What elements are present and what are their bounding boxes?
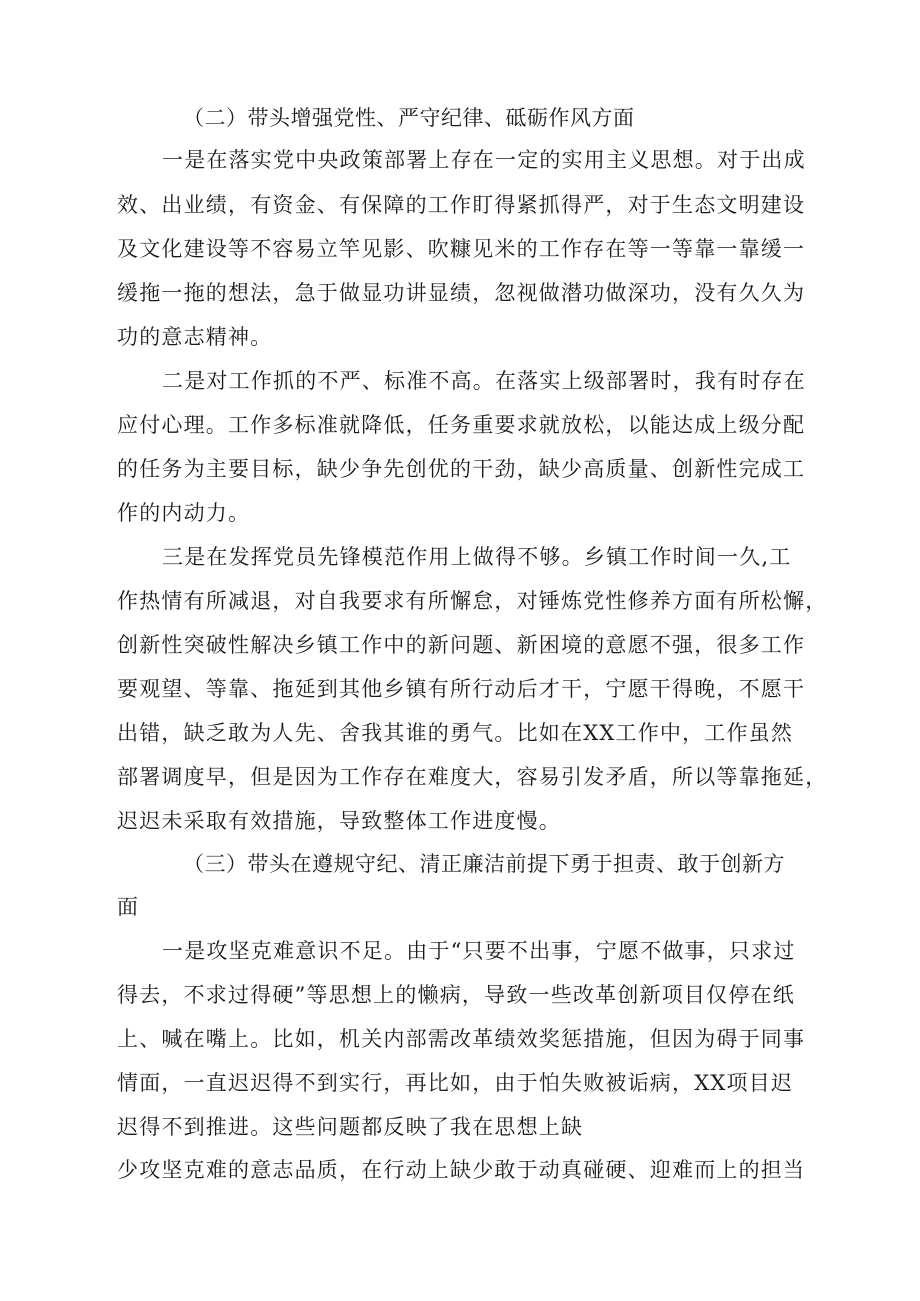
paragraph-line: 一是在落实党中央政策部署上存在一定的实用主义思想。对于出成 bbox=[162, 148, 806, 172]
paragraph-line: 的任务为主要目标，缺少争先创优的干劲，缺少高质量、创新性完成工 bbox=[117, 457, 806, 481]
paragraph-line: 应付心理。工作多标准就降低，任务重要求就放松，以能达成上级分配 bbox=[117, 413, 806, 437]
paragraph-line: 及文化建设等不容易立竿见影、吹糠见米的工作存在等一等靠一靠缓一 bbox=[117, 237, 806, 261]
section-heading-2: （二）带头增强党性、严守纪律、砥砺作风方面 bbox=[183, 106, 635, 130]
paragraph-line: 要观望、等靠、拖延到其他乡镇有所行动后才干，宁愿干得晚，不愿干 bbox=[117, 677, 806, 701]
paragraph-line: 效、出业绩，有资金、有保障的工作盯得紧抓得严，对于生态文明建设 bbox=[117, 193, 806, 217]
paragraph-line: 作热情有所减退，对自我要求有所懈怠，对锤炼党性修养方面有所松懈， bbox=[117, 589, 828, 613]
paragraph-line: 缓拖一拖的想法，急于做显功讲显绩，忽视做潜功做深功，没有久久为 bbox=[117, 281, 806, 305]
paragraph-line: 迟得不到推进。这些问题都反映了我在思想上缺 bbox=[117, 1115, 584, 1139]
paragraph-line: 部署调度早，但是因为工作存在难度大，容易引发矛盾，所以等靠拖延， bbox=[117, 765, 828, 789]
paragraph-line: 出错，缺乏敢为人先、舍我其谁的勇气。比如在XX工作中，工作虽然 bbox=[117, 721, 794, 745]
paragraph-line: 二是对工作抓的不严、标准不高。在落实上级部署时，我有时存在 bbox=[162, 369, 806, 393]
paragraph-line: 情面，一直迟迟得不到实行，再比如，由于怕失败被诟病，XX项目迟 bbox=[117, 1071, 794, 1095]
section-heading-3: （三）带头在遵规守纪、清正廉洁前提下勇于担责、敢于创新方 bbox=[183, 852, 785, 876]
paragraph-line: 少攻坚克难的意志品质，在行动上缺少敢于动真碰硬、迎难而上的担当 bbox=[117, 1158, 806, 1182]
paragraph-line: 三是在发挥党员先锋模范作用上做得不够。乡镇工作时间一久,工 bbox=[162, 545, 792, 569]
paragraph-line: 迟迟未采取有效措施，导致整体工作进度慢。 bbox=[117, 809, 561, 833]
paragraph-line: 上、喊在嘴上。比如，机关内部需改革绩效奖惩措施，但因为碍于同事 bbox=[117, 1027, 806, 1051]
paragraph-line: 得去，不求过得硬”等思想上的懒病，导致一些改革创新项目仅停在纸 bbox=[117, 983, 795, 1007]
section-heading-3-continued: 面 bbox=[117, 895, 140, 919]
paragraph-line: 一是攻坚克难意识不足。由于“只要不出事，宁愿不做事，只求过 bbox=[162, 939, 796, 963]
paragraph-line: 功的意志精神。 bbox=[117, 325, 273, 349]
paragraph-line: 创新性突破性解决乡镇工作中的新问题、新困境的意愿不强，很多工作 bbox=[117, 633, 806, 657]
paragraph-line: 作的内动力。 bbox=[117, 501, 251, 525]
